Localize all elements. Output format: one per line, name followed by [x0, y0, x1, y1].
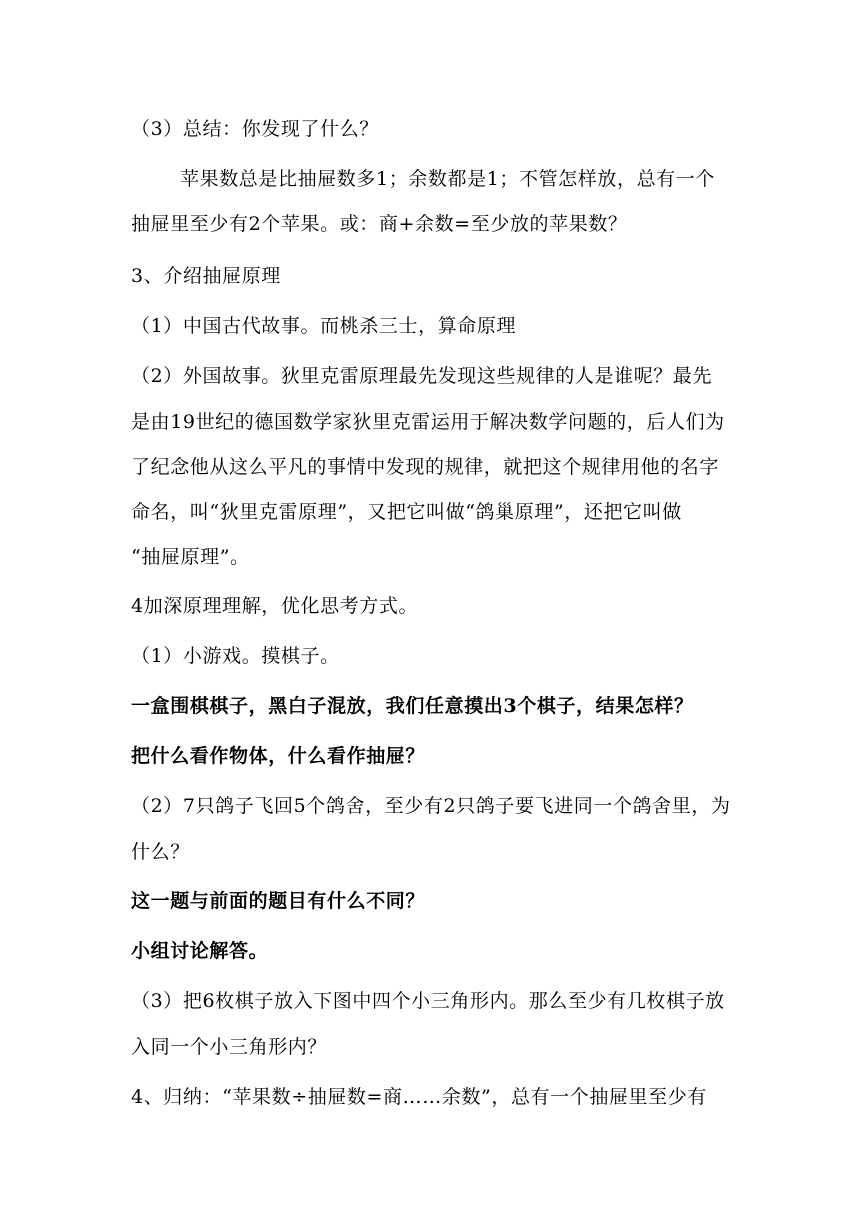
game-item: （1）小游戏。摸棋子。: [131, 645, 340, 667]
chinese-story-paragraph: （1）中国古代故事。而桃杀三士，算命原理: [131, 315, 517, 337]
summary-answer-line-2: 抽屉里至少有2个苹果。或：商+余数=至少放的苹果数？: [131, 213, 628, 235]
foreign-story-line-1: （2）外国故事。狄里克雷原理最先发现这些规律的人是谁呢？最先: [131, 365, 713, 387]
foreign-story-line-4: 命名，叫“狄里克雷原理”，又把它叫做“鸽巢原理”，还把它叫做: [131, 501, 682, 523]
section-heading-principle: 3、介绍抽屉原理: [131, 265, 281, 287]
summary-answer-line-1: 苹果数总是比抽屉数多1；余数都是1；不管怎样放，总有一个: [180, 168, 715, 190]
pigeon-problem-line-2: 什么？: [131, 841, 190, 863]
chess-triangle-problem-line-2: 入同一个小三角形内？: [131, 1036, 328, 1058]
summary-question: （3）总结：你发现了什么？: [131, 118, 379, 140]
game-question: 一盒围棋棋子，黑白子混放，我们任意摸出3个棋子，结果怎样？: [131, 695, 694, 717]
foreign-story-line-5: “抽屉原理”。: [131, 546, 250, 568]
group-discussion: 小组讨论解答。: [131, 940, 269, 962]
foreign-story-line-3: 了纪念他从这么平凡的事情中发现的规律，就把这个规律用他的名字: [131, 456, 720, 478]
difference-question: 这一题与前面的题目有什么不同？: [131, 890, 426, 912]
foreign-story-line-2: 是由19世纪的德国数学家狄里克雷运用于解决数学问题的，后人们为: [131, 411, 725, 433]
section-heading-deepen: 4加深原理理解，优化思考方式。: [131, 595, 419, 617]
chess-triangle-problem-line-1: （3）把6枚棋子放入下图中四个小三角形内。那么至少有几枚棋子放: [131, 990, 725, 1012]
pigeon-problem-line-1: （2）7只鸽子飞回5个鸽舍，至少有2只鸽子要飞进同一个鸽舍里，为: [131, 795, 731, 817]
summary-formula: 4、归纳：“苹果数÷抽屉数=商……余数”，总有一个抽屉里至少有: [131, 1086, 707, 1108]
object-drawer-question: 把什么看作物体，什么看作抽屉？: [131, 745, 426, 767]
